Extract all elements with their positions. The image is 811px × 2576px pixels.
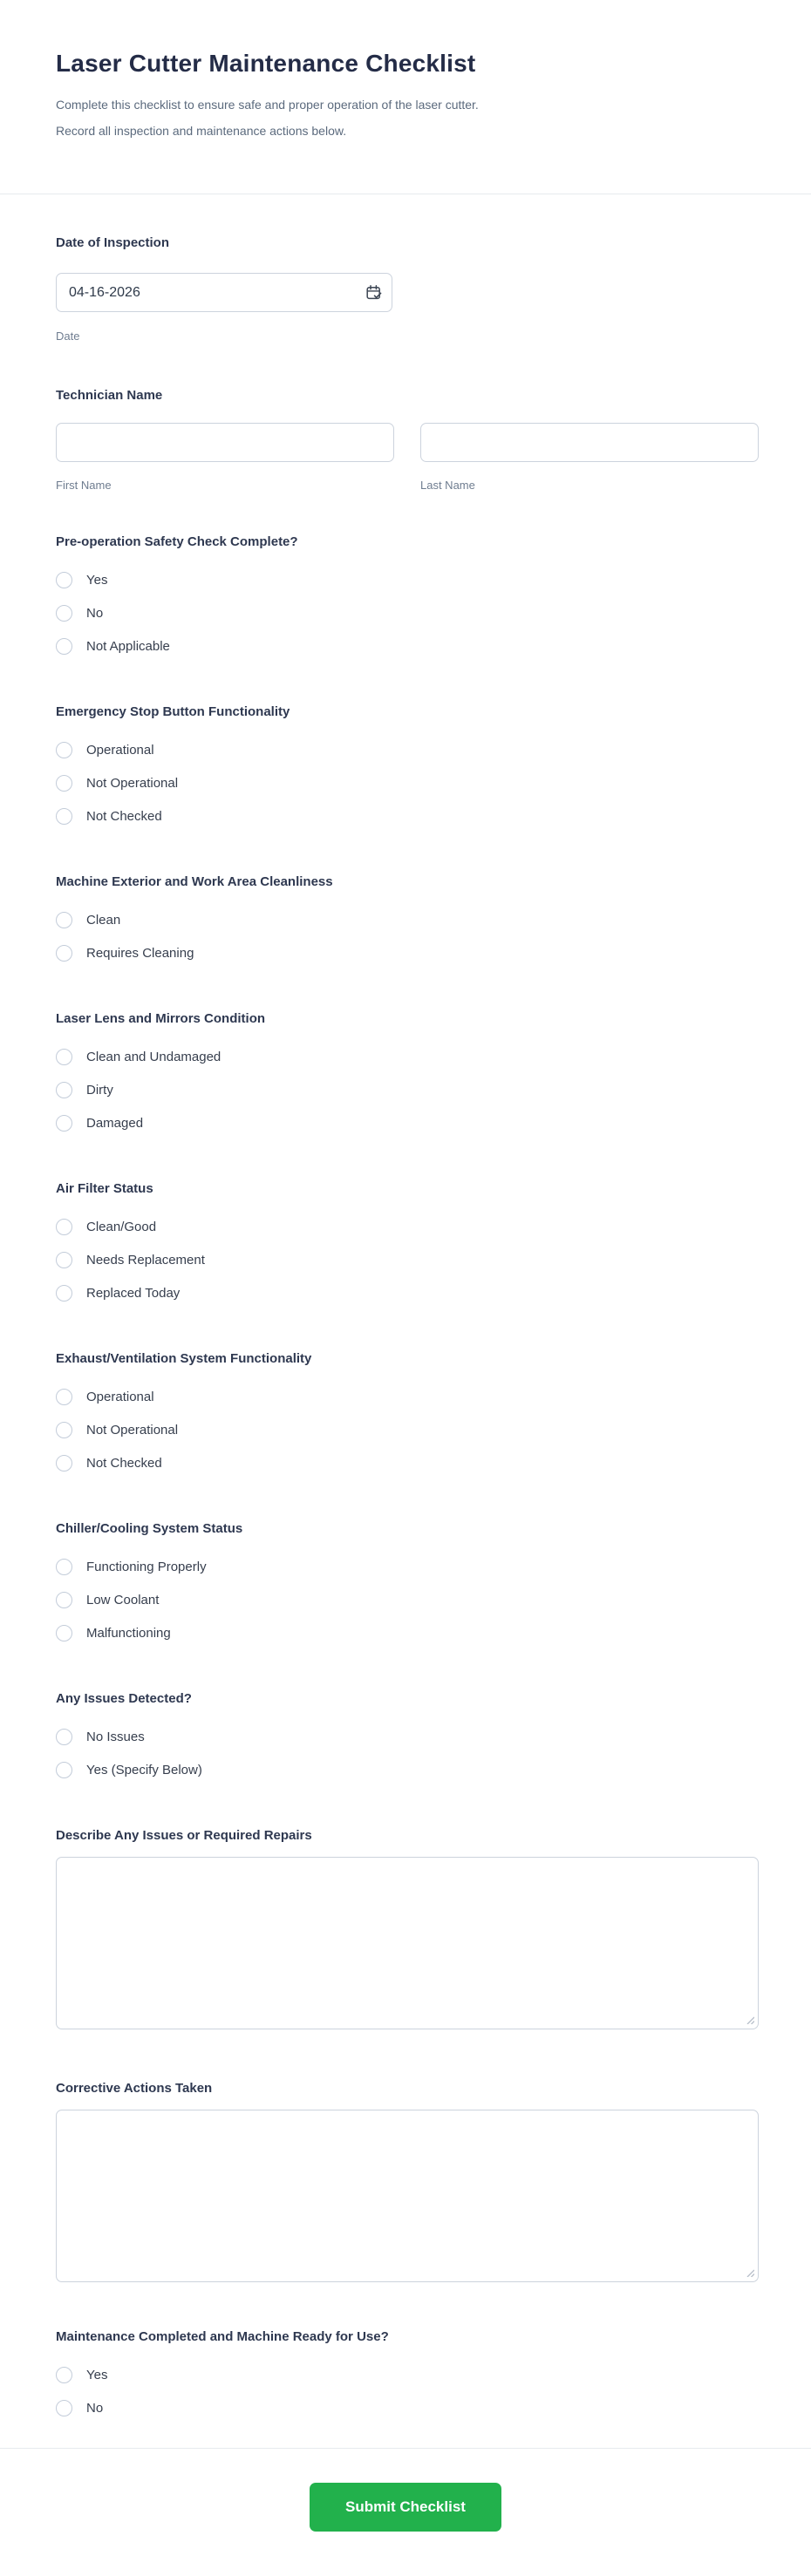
radio-icon[interactable] <box>56 2367 72 2383</box>
question-label-exhaust: Exhaust/Ventilation System Functionality <box>56 1351 312 1366</box>
radio-option-row[interactable] <box>56 1550 759 1583</box>
radio-group-issues-detected <box>56 1720 759 1786</box>
describe-issues-label: Describe Any Issues or Required Repairs <box>56 1828 312 1843</box>
last-name-sublabel: Last Name <box>420 479 475 492</box>
question-label-chiller: Chiller/Cooling System Status <box>56 1521 243 1536</box>
radio-option-label: Malfunctioning <box>86 1625 171 1641</box>
corrective-actions-label: Corrective Actions Taken <box>56 2081 213 2096</box>
form-title: Laser Cutter Maintenance Checklist <box>56 50 476 77</box>
radio-option-row[interactable] <box>56 1753 759 1786</box>
describe-issues-textarea[interactable] <box>56 1857 759 2029</box>
radio-option-label: No <box>86 605 104 621</box>
date-input[interactable] <box>56 273 392 312</box>
radio-icon[interactable] <box>56 1455 72 1472</box>
radio-icon[interactable] <box>56 638 72 655</box>
radio-option-row[interactable] <box>56 2358 759 2391</box>
radio-option-row[interactable] <box>56 1583 759 1616</box>
radio-icon[interactable] <box>56 1762 72 1778</box>
technician-name-label: Technician Name <box>56 388 163 403</box>
radio-option-label: Not Checked <box>86 1455 162 1471</box>
radio-option-label: Clean and Undamaged <box>86 1049 221 1064</box>
question-label-pre-op-safety: Pre-operation Safety Check Complete? <box>56 534 298 549</box>
radio-icon[interactable] <box>56 1592 72 1608</box>
form-description <box>56 92 759 144</box>
first-name-col <box>56 423 394 493</box>
radio-icon[interactable] <box>56 1219 72 1235</box>
date-sublabel: Date <box>56 330 80 343</box>
bottom-divider <box>0 2448 811 2449</box>
radio-option-label: Yes <box>86 572 108 588</box>
radio-option-row[interactable] <box>56 1040 759 1073</box>
radio-option-row[interactable] <box>56 2391 759 2424</box>
radio-group-lens-mirrors <box>56 1040 759 1139</box>
radio-option-label: Yes <box>86 2367 108 2382</box>
question-label-emergency-stop: Emergency Stop Button Functionality <box>56 704 290 719</box>
resize-handle-icon[interactable] <box>746 2015 754 2024</box>
radio-icon[interactable] <box>56 1422 72 1438</box>
radio-option-row[interactable] <box>56 1073 759 1106</box>
radio-option-row[interactable] <box>56 1243 759 1276</box>
radio-icon[interactable] <box>56 1115 72 1132</box>
radio-option-row[interactable] <box>56 1720 759 1753</box>
submit-checklist-button[interactable]: Submit Checklist <box>310 2483 501 2532</box>
radio-option-row[interactable] <box>56 903 759 936</box>
radio-option-row[interactable] <box>56 799 759 833</box>
radio-option-label: Low Coolant <box>86 1592 160 1607</box>
radio-option-label: Requires Cleaning <box>86 945 194 961</box>
radio-icon[interactable] <box>56 1049 72 1065</box>
form-description-line-1: Complete this checklist to ensure safe and proper operation of the laser cutter. <box>56 98 479 112</box>
radio-group-chiller <box>56 1550 759 1649</box>
radio-option-label: Yes (Specify Below) <box>86 1762 202 1777</box>
radio-option-row[interactable] <box>56 629 759 663</box>
corrective-actions-field <box>56 2110 759 2282</box>
radio-option-label: Replaced Today <box>86 1285 181 1301</box>
radio-option-row[interactable] <box>56 563 759 596</box>
radio-icon[interactable] <box>56 945 72 962</box>
radio-icon[interactable] <box>56 1252 72 1268</box>
radio-option-row[interactable] <box>56 1616 759 1649</box>
radio-option-label: Dirty <box>86 1082 113 1098</box>
radio-option-label: Operational <box>86 1389 154 1404</box>
last-name-col <box>420 423 759 493</box>
radio-icon[interactable] <box>56 572 72 588</box>
radio-option-label: Not Operational <box>86 775 179 791</box>
describe-issues-field <box>56 1857 759 2029</box>
radio-icon[interactable] <box>56 1729 72 1745</box>
last-name-input[interactable] <box>420 423 759 462</box>
radio-option-row[interactable] <box>56 1106 759 1139</box>
form-description-line-2: Record all inspection and maintenance actions below. <box>56 124 347 138</box>
radio-option-row[interactable] <box>56 1413 759 1446</box>
question-label-lens-mirrors: Laser Lens and Mirrors Condition <box>56 1011 266 1026</box>
radio-icon[interactable] <box>56 1285 72 1302</box>
radio-group-air-filter <box>56 1210 759 1309</box>
radio-icon[interactable] <box>56 1559 72 1575</box>
radio-option-row[interactable] <box>56 1276 759 1309</box>
radio-option-label: Clean <box>86 912 121 928</box>
radio-option-row[interactable] <box>56 1380 759 1413</box>
first-name-sublabel: First Name <box>56 479 112 492</box>
radio-option-label: Not Checked <box>86 808 162 824</box>
date-of-inspection-label: Date of Inspection <box>56 235 170 250</box>
radio-option-label: Damaged <box>86 1115 144 1131</box>
radio-icon[interactable] <box>56 2400 72 2416</box>
radio-option-label: Not Applicable <box>86 638 170 654</box>
radio-icon[interactable] <box>56 1389 72 1405</box>
first-name-input[interactable] <box>56 423 394 462</box>
radio-option-row[interactable] <box>56 766 759 799</box>
radio-option-label: Functioning Properly <box>86 1559 207 1574</box>
question-label-air-filter: Air Filter Status <box>56 1181 153 1196</box>
radio-option-row[interactable] <box>56 596 759 629</box>
radio-option-label: No <box>86 2400 104 2416</box>
corrective-actions-textarea[interactable] <box>56 2110 759 2282</box>
question-label-cleanliness: Machine Exterior and Work Area Cleanliness <box>56 874 333 889</box>
radio-icon[interactable] <box>56 742 72 758</box>
radio-option-label: Not Operational <box>86 1422 179 1438</box>
radio-option-row[interactable] <box>56 936 759 969</box>
radio-group-cleanliness <box>56 903 759 969</box>
radio-option-row[interactable] <box>56 733 759 766</box>
radio-icon[interactable] <box>56 775 72 792</box>
resize-handle-icon[interactable] <box>746 2268 754 2277</box>
date-field <box>56 273 392 312</box>
radio-group-pre-op-safety <box>56 563 759 663</box>
radio-option-row[interactable] <box>56 1210 759 1243</box>
radio-group-machine-ready <box>56 2358 759 2424</box>
radio-option-row[interactable] <box>56 1446 759 1479</box>
radio-option-label: No Issues <box>86 1729 145 1744</box>
radio-option-label: Operational <box>86 742 154 758</box>
radio-icon[interactable] <box>56 1082 72 1098</box>
radio-icon[interactable] <box>56 808 72 825</box>
radio-option-label: Needs Replacement <box>86 1252 205 1268</box>
radio-icon[interactable] <box>56 605 72 622</box>
radio-group-exhaust <box>56 1380 759 1479</box>
question-label-machine-ready: Maintenance Completed and Machine Ready for Use? <box>56 2329 389 2344</box>
radio-icon[interactable] <box>56 912 72 928</box>
calendar-check-icon[interactable] <box>366 285 383 301</box>
question-label-issues-detected: Any Issues Detected? <box>56 1691 192 1706</box>
radio-group-emergency-stop <box>56 733 759 833</box>
radio-icon[interactable] <box>56 1625 72 1641</box>
radio-option-label: Clean/Good <box>86 1219 157 1234</box>
technician-name-field <box>56 423 759 493</box>
